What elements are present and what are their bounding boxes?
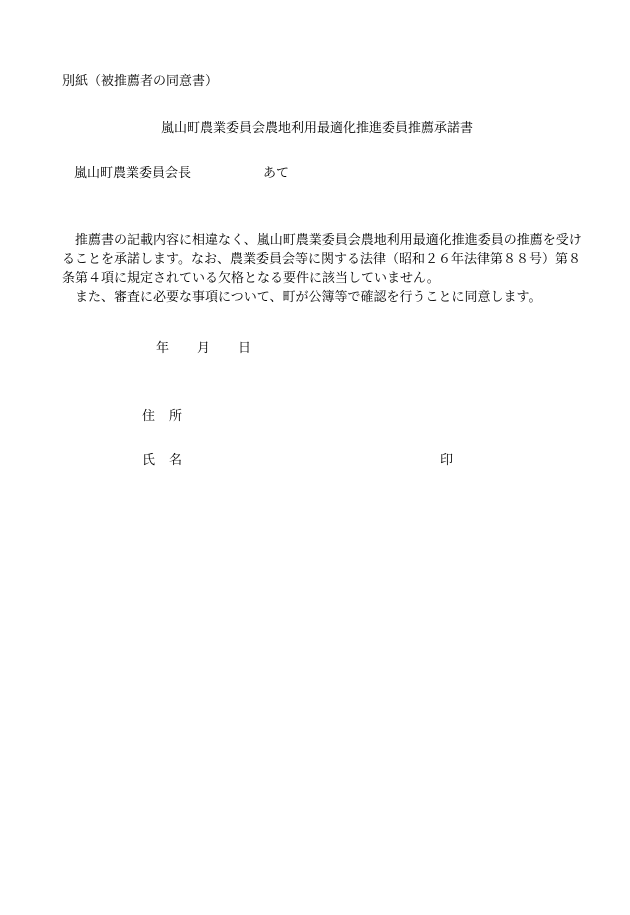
date-month-label: 月 xyxy=(197,341,211,356)
date-year-label: 年 xyxy=(156,341,170,356)
address-label-char-1: 住 xyxy=(142,409,156,424)
name-label-char-2: 名 xyxy=(169,453,183,468)
attachment-label: 別紙（被推薦者の同意書） xyxy=(62,74,219,89)
consent-paragraph-2: また、審査に必要な事項について、町が公簿等で確認を行うことに同意します。 xyxy=(75,290,542,305)
address-label xyxy=(142,409,182,425)
addressee-name: 嵐山町農業委員会長 xyxy=(74,166,192,181)
document-title: 嵐山町農業委員会農地利用最適化推進委員推薦承諾書 xyxy=(161,121,474,136)
name-label-char-1: 氏 xyxy=(142,453,156,468)
consent-paragraph-1: 推薦書の記載内容に相違なく、嵐山町農業委員会農地利用最適化推進委員の推薦を受けることを承諾します。なお、農業委員会等に関する法律（昭和２６年法律第８８号）第８条第４項に規定されている欠格となる要件に該当していません。 xyxy=(62,233,582,286)
consent-body xyxy=(62,231,592,307)
date-day-label: 日 xyxy=(238,341,252,356)
seal-mark-label: 印 xyxy=(440,453,454,468)
address-label-char-2: 所 xyxy=(169,409,183,424)
date-line xyxy=(156,341,251,357)
name-label xyxy=(142,453,182,469)
addressee-suffix: あて xyxy=(263,166,290,181)
